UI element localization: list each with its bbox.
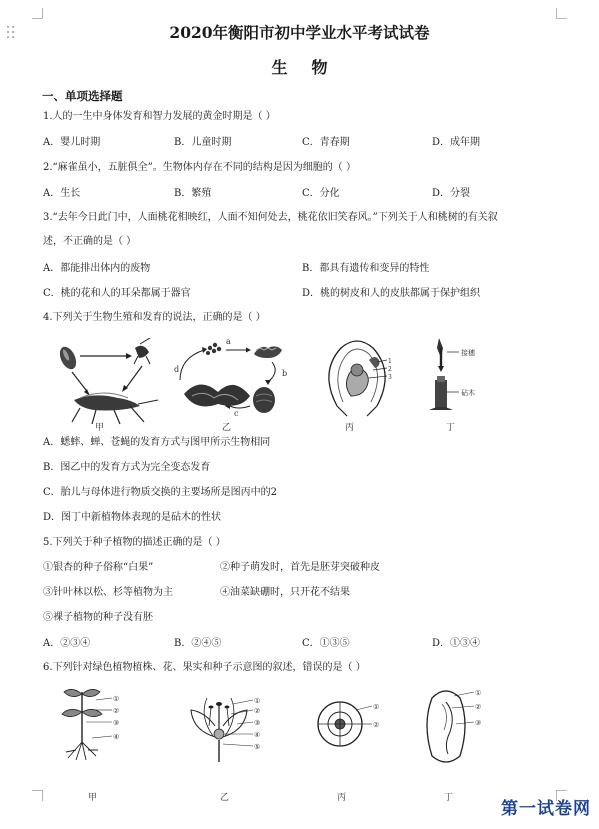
- question-3-stem-line-1: 3.“去年今日此门中，人面桃花相映红，人面不知何处去，桃花依旧笑春风。”下列关于人和桃树的有关叙: [43, 212, 498, 223]
- question-1-stem: 1.人的一生中身体发育和智力发展的黄金时期是（ ）: [43, 111, 276, 122]
- corner-mark-bottom-left: [32, 790, 43, 801]
- subject-title: 生物: [271, 58, 352, 77]
- corner-mark-top-right: [556, 8, 567, 19]
- question-6-stem: 6.下列针对绿色植物植株、花、果实和种子示意图的叙述，错误的是（ ）: [43, 662, 366, 673]
- question-1-option-b[interactable]: B．儿童时期: [174, 137, 232, 148]
- flower-mark-2: ②: [254, 707, 261, 715]
- question-3-option-d[interactable]: D．桃的树皮和人的皮肤都属于保护组织: [302, 288, 481, 299]
- figure-jia-insect-cycle: [50, 338, 165, 428]
- figure-6-jia-label: 甲: [88, 793, 98, 803]
- flower-mark-1: ①: [254, 697, 261, 705]
- question-5-statement-3: ③针叶林以松、杉等植物为主: [43, 587, 173, 598]
- fruit-mark-1: ①: [373, 703, 380, 711]
- question-3-option-b[interactable]: B．都具有遗传和变异的特性: [302, 263, 430, 274]
- question-3-stem-line-2: 述，不正确的是（ ）: [43, 236, 137, 247]
- figure-bing-label: 丙: [345, 423, 355, 433]
- question-4-option-b[interactable]: B．图乙中的发育方式为完全变态发育: [43, 462, 211, 473]
- page-title: 2020年衡阳市初中学业水平考试试卷: [169, 23, 430, 42]
- part-label-2: 2: [388, 366, 392, 373]
- question-4-option-d[interactable]: D．图丁中新植物体表现的是砧木的性状: [43, 512, 222, 523]
- question-4-stem: 4.下列关于生物生殖和发育的说法，正确的是（ ）: [43, 312, 266, 323]
- question-1-option-a[interactable]: A．婴儿时期: [43, 137, 101, 148]
- question-2-stem: 2.“麻雀虽小，五脏俱全”。生物体内存在不同的结构是因为细胞的（ ）: [43, 162, 356, 173]
- question-5-stem: 5.下列关于种子植物的描述正确的是（ ）: [43, 537, 226, 548]
- question-5-option-b[interactable]: B．②④⑤: [174, 638, 222, 649]
- question-1-option-d[interactable]: D．成年期: [432, 137, 481, 148]
- figure-ding-label: 丁: [446, 423, 456, 433]
- question-2-option-a[interactable]: A．生长: [43, 188, 81, 199]
- part-label-3: 3: [388, 374, 392, 381]
- seed-mark-2: ②: [475, 703, 482, 711]
- question-5-statement-1: ①银杏的种子俗称“白果”: [43, 562, 154, 573]
- figure-jia-label: 甲: [95, 423, 105, 433]
- part-label-1: 1: [388, 358, 392, 365]
- question-3-option-c[interactable]: C．桃的花和人的耳朵都属于器官: [43, 288, 191, 299]
- seed-mark-3: ③: [475, 719, 482, 727]
- question-5-statement-4: ④油菜缺硼时，只开花不结果: [220, 587, 350, 598]
- figure-6-yi-label: 乙: [220, 793, 230, 803]
- figure-6-ding-seed: [418, 684, 490, 772]
- figure-bing-fetus-uterus: [317, 336, 397, 418]
- question-2-option-b[interactable]: B．繁殖: [174, 188, 212, 199]
- question-1-option-c[interactable]: C．青春期: [302, 137, 350, 148]
- question-5-option-d[interactable]: D．①③④: [432, 638, 481, 649]
- question-2-option-c[interactable]: C．分化: [302, 188, 340, 199]
- flower-mark-5: ⑤: [254, 743, 261, 751]
- question-4-option-a[interactable]: A．蟋蟀、蝉、苍蝇的发育方式与图甲所示生物相同: [43, 437, 271, 448]
- question-4-option-c[interactable]: C．胎儿与母体进行物质交换的主要场所是图丙中的2: [43, 487, 278, 498]
- seed-mark-1: ①: [475, 689, 482, 697]
- graft-label-rootstock: 砧木: [461, 389, 475, 397]
- stage-label-b: b: [282, 369, 288, 378]
- figure-6-bing-fruit: [310, 690, 390, 760]
- figure-6-jia-plant: [56, 686, 128, 766]
- flower-mark-3: ③: [254, 719, 261, 727]
- graft-label-scion: 接穗: [461, 349, 475, 357]
- figure-6-ding-label: 丁: [444, 793, 454, 803]
- plant-mark-3: ③: [113, 719, 120, 727]
- flower-mark-4: ④: [254, 731, 261, 739]
- stage-label-c: c: [234, 409, 239, 418]
- corner-mark-top-left: [32, 8, 43, 19]
- section-heading: 一、单项选择题: [42, 89, 123, 103]
- stage-label-d: d: [174, 365, 180, 374]
- question-3-option-a[interactable]: A．都能排出体内的废物: [43, 263, 151, 274]
- watermark-footer[interactable]: 第一试卷网: [501, 799, 591, 819]
- plant-mark-1: ①: [113, 695, 120, 703]
- figure-6-yi-flower: [183, 686, 271, 766]
- figure-6-bing-label: 丙: [337, 793, 347, 803]
- figure-yi-label: 乙: [222, 423, 232, 433]
- fruit-mark-2: ②: [373, 721, 380, 729]
- plant-mark-4: ④: [113, 733, 120, 741]
- question-5-option-c[interactable]: C．①③⑤: [302, 638, 350, 649]
- question-5-statement-5: ⑤裸子植物的种子没有胚: [43, 612, 153, 623]
- figure-yi-butterfly-cycle: [172, 336, 290, 428]
- question-2-option-d[interactable]: D．分裂: [432, 188, 471, 199]
- stage-label-a: a: [226, 337, 231, 346]
- question-5-option-a[interactable]: A．②③④: [43, 638, 91, 649]
- question-5-statement-2: ②种子萌发时，首先是胚芽突破种皮: [220, 562, 380, 573]
- plant-mark-2: ②: [113, 707, 120, 715]
- figure-ding-grafting: [423, 336, 493, 418]
